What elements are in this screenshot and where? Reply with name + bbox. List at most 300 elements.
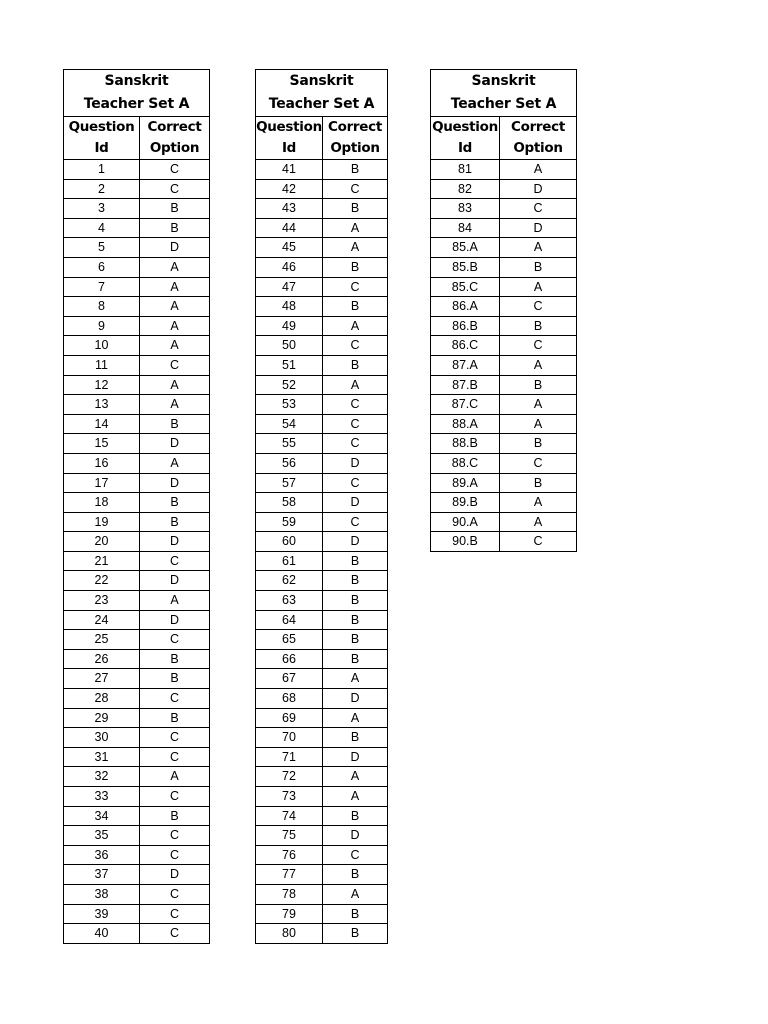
correct-option-cell: A <box>323 316 388 336</box>
question-id-cell: 30 <box>64 728 140 748</box>
correct-option-cell: B <box>323 160 388 180</box>
question-id-cell: 74 <box>256 806 323 826</box>
question-id-cell: 77 <box>256 865 323 885</box>
table-row <box>64 669 210 689</box>
table-row <box>64 571 210 591</box>
correct-option-cell: C <box>500 199 577 219</box>
correct-option-cell: C <box>323 512 388 532</box>
table-row <box>256 160 388 180</box>
table-row <box>256 904 388 924</box>
table-title-line1: Sanskrit <box>289 73 354 89</box>
question-id-cell: 16 <box>64 453 140 473</box>
correct-option-cell: A <box>140 316 210 336</box>
table-row <box>431 473 577 493</box>
question-id-cell: 85.C <box>431 277 500 297</box>
table-row <box>256 630 388 650</box>
table-row <box>431 375 577 395</box>
question-id-cell: 46 <box>256 257 323 277</box>
table-row <box>256 747 388 767</box>
table-row <box>64 218 210 238</box>
question-id-header <box>256 117 323 160</box>
correct-option-cell: C <box>323 434 388 454</box>
table-row <box>256 375 388 395</box>
question-id-cell: 86.C <box>431 336 500 356</box>
correct-option-cell: D <box>323 747 388 767</box>
question-id-cell: 25 <box>64 630 140 650</box>
correct-option-cell: A <box>500 160 577 180</box>
correct-option-cell: C <box>323 395 388 415</box>
question-id-cell: 3 <box>64 199 140 219</box>
question-id-cell: 85.B <box>431 257 500 277</box>
question-id-cell: 87.A <box>431 355 500 375</box>
correct-option-header <box>140 117 210 160</box>
question-id-header <box>431 117 500 160</box>
correct-option-cell: A <box>140 375 210 395</box>
question-id-cell: 56 <box>256 453 323 473</box>
question-id-cell: 85.A <box>431 238 500 258</box>
question-id-cell: 83 <box>431 199 500 219</box>
table-row <box>64 884 210 904</box>
question-id-cell: 75 <box>256 826 323 846</box>
question-id-header-line1: Question <box>256 119 322 135</box>
question-id-cell: 68 <box>256 689 323 709</box>
question-id-cell: 42 <box>256 179 323 199</box>
correct-option-cell: D <box>140 865 210 885</box>
table-row <box>64 179 210 199</box>
correct-option-cell: A <box>323 375 388 395</box>
table-row <box>256 532 388 552</box>
question-id-cell: 84 <box>431 218 500 238</box>
question-id-header-line2: Id <box>94 140 109 156</box>
question-id-cell: 80 <box>256 924 323 944</box>
correct-option-header-line2: Option <box>330 140 380 156</box>
table-row <box>64 453 210 473</box>
question-id-cell: 21 <box>64 551 140 571</box>
table-row <box>431 218 577 238</box>
answer-key-table-1 <box>63 69 210 944</box>
table-title-line1: Sanskrit <box>471 73 536 89</box>
question-id-cell: 15 <box>64 434 140 454</box>
question-id-cell: 33 <box>64 787 140 807</box>
table-title <box>256 70 388 117</box>
question-id-cell: 48 <box>256 297 323 317</box>
table-row <box>431 160 577 180</box>
table-row <box>256 238 388 258</box>
correct-option-cell: A <box>323 787 388 807</box>
correct-option-cell: C <box>323 414 388 434</box>
question-id-cell: 61 <box>256 551 323 571</box>
correct-option-cell: C <box>140 904 210 924</box>
table-row <box>256 826 388 846</box>
table-row <box>256 551 388 571</box>
question-id-cell: 17 <box>64 473 140 493</box>
table-row <box>431 512 577 532</box>
table-row <box>256 179 388 199</box>
question-id-cell: 78 <box>256 884 323 904</box>
question-id-cell: 72 <box>256 767 323 787</box>
correct-option-cell: D <box>500 179 577 199</box>
question-id-cell: 7 <box>64 277 140 297</box>
question-id-cell: 34 <box>64 806 140 826</box>
question-id-cell: 10 <box>64 336 140 356</box>
question-id-cell: 70 <box>256 728 323 748</box>
correct-option-cell: D <box>140 434 210 454</box>
table-title-line2: Teacher Set A <box>268 96 375 112</box>
question-id-cell: 28 <box>64 689 140 709</box>
correct-option-cell: C <box>140 630 210 650</box>
question-id-cell: 12 <box>64 375 140 395</box>
correct-option-cell: D <box>140 610 210 630</box>
question-id-cell: 44 <box>256 218 323 238</box>
correct-option-cell: C <box>500 297 577 317</box>
question-id-cell: 32 <box>64 767 140 787</box>
correct-option-cell: C <box>323 845 388 865</box>
correct-option-cell: B <box>323 571 388 591</box>
correct-option-cell: B <box>500 434 577 454</box>
question-id-cell: 90.B <box>431 532 500 552</box>
question-id-cell: 87.B <box>431 375 500 395</box>
correct-option-cell: A <box>500 238 577 258</box>
table-row <box>256 591 388 611</box>
question-id-cell: 39 <box>64 904 140 924</box>
table-row <box>64 257 210 277</box>
correct-option-cell: B <box>323 924 388 944</box>
question-id-cell: 9 <box>64 316 140 336</box>
correct-option-cell: A <box>140 336 210 356</box>
table-row <box>64 826 210 846</box>
question-id-cell: 5 <box>64 238 140 258</box>
question-id-cell: 37 <box>64 865 140 885</box>
question-id-cell: 18 <box>64 493 140 513</box>
question-id-cell: 90.A <box>431 512 500 532</box>
table-title <box>64 70 210 117</box>
correct-option-cell: C <box>140 551 210 571</box>
question-id-cell: 88.C <box>431 453 500 473</box>
table-title-line1: Sanskrit <box>104 73 169 89</box>
question-id-cell: 82 <box>431 179 500 199</box>
table-row <box>431 316 577 336</box>
question-id-cell: 50 <box>256 336 323 356</box>
correct-option-cell: C <box>323 473 388 493</box>
correct-option-cell: B <box>323 297 388 317</box>
correct-option-cell: B <box>140 218 210 238</box>
table-row <box>64 473 210 493</box>
correct-option-header-line1: Correct <box>327 119 382 135</box>
correct-option-cell: B <box>140 414 210 434</box>
table-row <box>256 884 388 904</box>
correct-option-cell: C <box>140 826 210 846</box>
correct-option-cell: B <box>140 649 210 669</box>
question-id-header-line1: Question <box>432 119 498 135</box>
table-row <box>431 277 577 297</box>
question-id-cell: 87.C <box>431 395 500 415</box>
correct-option-cell: C <box>500 336 577 356</box>
question-id-cell: 45 <box>256 238 323 258</box>
correct-option-cell: B <box>323 728 388 748</box>
table-row <box>64 610 210 630</box>
table-row <box>256 767 388 787</box>
table-row <box>431 179 577 199</box>
correct-option-cell: A <box>500 512 577 532</box>
table-row <box>64 199 210 219</box>
question-id-cell: 79 <box>256 904 323 924</box>
question-id-cell: 29 <box>64 708 140 728</box>
correct-option-cell: A <box>323 218 388 238</box>
question-id-cell: 89.B <box>431 493 500 513</box>
table-row <box>64 551 210 571</box>
question-id-cell: 8 <box>64 297 140 317</box>
table-title <box>431 70 577 117</box>
correct-option-cell: D <box>323 453 388 473</box>
table-row <box>256 669 388 689</box>
question-id-cell: 73 <box>256 787 323 807</box>
answer-key-table-3 <box>430 69 577 552</box>
correct-option-cell: D <box>323 532 388 552</box>
correct-option-cell: D <box>140 532 210 552</box>
question-id-header-line2: Id <box>457 140 473 156</box>
table-row <box>256 297 388 317</box>
correct-option-cell: C <box>140 787 210 807</box>
correct-option-header <box>323 117 388 160</box>
question-id-cell: 67 <box>256 669 323 689</box>
correct-option-cell: B <box>140 669 210 689</box>
table-row <box>256 336 388 356</box>
correct-option-cell: C <box>140 728 210 748</box>
correct-option-header <box>500 117 577 160</box>
correct-option-cell: B <box>323 610 388 630</box>
question-id-cell: 36 <box>64 845 140 865</box>
correct-option-cell: D <box>323 493 388 513</box>
question-id-cell: 19 <box>64 512 140 532</box>
table-row <box>64 316 210 336</box>
correct-option-cell: A <box>140 767 210 787</box>
question-id-cell: 76 <box>256 845 323 865</box>
table-row <box>64 767 210 787</box>
table-row <box>64 904 210 924</box>
table-row <box>431 336 577 356</box>
answer-key-table-2 <box>255 69 388 944</box>
table-row <box>256 218 388 238</box>
table-row <box>431 199 577 219</box>
table-row <box>64 238 210 258</box>
question-id-cell: 24 <box>64 610 140 630</box>
question-id-cell: 40 <box>64 924 140 944</box>
table-row <box>256 199 388 219</box>
correct-option-cell: A <box>323 238 388 258</box>
correct-option-cell: C <box>323 336 388 356</box>
question-id-cell: 60 <box>256 532 323 552</box>
question-id-cell: 86.A <box>431 297 500 317</box>
question-id-cell: 41 <box>256 160 323 180</box>
correct-option-cell: D <box>140 571 210 591</box>
correct-option-cell: C <box>140 355 210 375</box>
question-id-cell: 26 <box>64 649 140 669</box>
correct-option-cell: A <box>500 355 577 375</box>
question-id-cell: 20 <box>64 532 140 552</box>
table-row <box>256 512 388 532</box>
correct-option-cell: C <box>500 453 577 473</box>
table-row <box>64 630 210 650</box>
correct-option-cell: B <box>140 512 210 532</box>
question-id-cell: 81 <box>431 160 500 180</box>
correct-option-cell: A <box>140 297 210 317</box>
correct-option-cell: C <box>140 747 210 767</box>
correct-option-cell: B <box>323 551 388 571</box>
table-row <box>64 649 210 669</box>
table-row <box>256 355 388 375</box>
correct-option-cell: B <box>323 591 388 611</box>
correct-option-cell: B <box>500 375 577 395</box>
correct-option-cell: C <box>140 884 210 904</box>
table-row <box>431 493 577 513</box>
correct-option-cell: B <box>500 257 577 277</box>
correct-option-cell: A <box>323 669 388 689</box>
question-id-cell: 54 <box>256 414 323 434</box>
correct-option-cell: A <box>323 708 388 728</box>
question-id-cell: 57 <box>256 473 323 493</box>
correct-option-cell: B <box>140 199 210 219</box>
question-id-cell: 23 <box>64 591 140 611</box>
table-row <box>64 728 210 748</box>
correct-option-cell: C <box>500 532 577 552</box>
table-row <box>256 845 388 865</box>
question-id-cell: 6 <box>64 257 140 277</box>
correct-option-cell: A <box>500 395 577 415</box>
correct-option-cell: A <box>140 395 210 415</box>
question-id-cell: 88.A <box>431 414 500 434</box>
correct-option-header-line2: Option <box>513 140 563 156</box>
correct-option-cell: C <box>140 845 210 865</box>
table-row <box>64 747 210 767</box>
correct-option-cell: C <box>323 277 388 297</box>
correct-option-cell: B <box>323 355 388 375</box>
correct-option-cell: B <box>323 630 388 650</box>
correct-option-cell: A <box>140 257 210 277</box>
table-row <box>64 355 210 375</box>
question-id-header-line1: Question <box>68 119 135 135</box>
correct-option-cell: C <box>323 179 388 199</box>
question-id-cell: 4 <box>64 218 140 238</box>
table-row <box>431 355 577 375</box>
table-title-line2: Teacher Set A <box>450 96 557 112</box>
table-row <box>256 728 388 748</box>
question-id-cell: 66 <box>256 649 323 669</box>
question-id-header <box>64 117 140 160</box>
correct-option-header-line2: Option <box>149 140 200 156</box>
table-row <box>256 924 388 944</box>
correct-option-cell: B <box>323 257 388 277</box>
table-row <box>64 277 210 297</box>
table-row <box>256 689 388 709</box>
question-id-cell: 51 <box>256 355 323 375</box>
table-row <box>64 414 210 434</box>
table-row <box>64 297 210 317</box>
correct-option-cell: B <box>323 806 388 826</box>
table-row <box>64 708 210 728</box>
table-row <box>64 787 210 807</box>
question-id-cell: 31 <box>64 747 140 767</box>
correct-option-cell: C <box>140 924 210 944</box>
question-id-cell: 59 <box>256 512 323 532</box>
table-row <box>64 591 210 611</box>
question-id-cell: 53 <box>256 395 323 415</box>
question-id-cell: 86.B <box>431 316 500 336</box>
correct-option-cell: B <box>323 904 388 924</box>
table-row <box>431 414 577 434</box>
question-id-cell: 22 <box>64 571 140 591</box>
table-row <box>256 787 388 807</box>
correct-option-cell: B <box>323 649 388 669</box>
question-id-cell: 11 <box>64 355 140 375</box>
question-id-cell: 69 <box>256 708 323 728</box>
table-row <box>256 414 388 434</box>
question-id-cell: 71 <box>256 747 323 767</box>
table-title-line2: Teacher Set A <box>83 96 190 112</box>
correct-option-cell: B <box>323 199 388 219</box>
question-id-cell: 55 <box>256 434 323 454</box>
table-row <box>431 434 577 454</box>
question-id-cell: 47 <box>256 277 323 297</box>
table-row <box>256 865 388 885</box>
question-id-cell: 43 <box>256 199 323 219</box>
table-row <box>64 865 210 885</box>
correct-option-cell: A <box>323 884 388 904</box>
question-id-cell: 63 <box>256 591 323 611</box>
correct-option-cell: D <box>140 238 210 258</box>
table-row <box>64 493 210 513</box>
question-id-cell: 58 <box>256 493 323 513</box>
table-row <box>64 336 210 356</box>
table-row <box>256 395 388 415</box>
question-id-header-line2: Id <box>281 140 297 156</box>
table-row <box>431 297 577 317</box>
correct-option-cell: B <box>140 493 210 513</box>
table-row <box>64 375 210 395</box>
question-id-cell: 89.A <box>431 473 500 493</box>
correct-option-cell: D <box>140 473 210 493</box>
question-id-cell: 38 <box>64 884 140 904</box>
correct-option-cell: B <box>500 473 577 493</box>
correct-option-header-line1: Correct <box>510 119 565 135</box>
table-row <box>256 434 388 454</box>
correct-option-cell: A <box>500 414 577 434</box>
table-row <box>256 316 388 336</box>
question-id-cell: 2 <box>64 179 140 199</box>
table-row <box>256 473 388 493</box>
question-id-cell: 27 <box>64 669 140 689</box>
table-row <box>431 257 577 277</box>
table-row <box>64 532 210 552</box>
table-row <box>431 453 577 473</box>
table-row <box>256 493 388 513</box>
correct-option-header-line1: Correct <box>147 119 202 135</box>
correct-option-cell: B <box>140 708 210 728</box>
table-row <box>64 689 210 709</box>
question-id-cell: 65 <box>256 630 323 650</box>
correct-option-cell: A <box>500 493 577 513</box>
correct-option-cell: B <box>500 316 577 336</box>
question-id-cell: 88.B <box>431 434 500 454</box>
table-row <box>256 257 388 277</box>
table-row <box>256 708 388 728</box>
question-id-cell: 13 <box>64 395 140 415</box>
correct-option-cell: B <box>323 865 388 885</box>
question-id-cell: 35 <box>64 826 140 846</box>
table-row <box>256 571 388 591</box>
table-row <box>256 649 388 669</box>
question-id-cell: 1 <box>64 160 140 180</box>
question-id-cell: 52 <box>256 375 323 395</box>
